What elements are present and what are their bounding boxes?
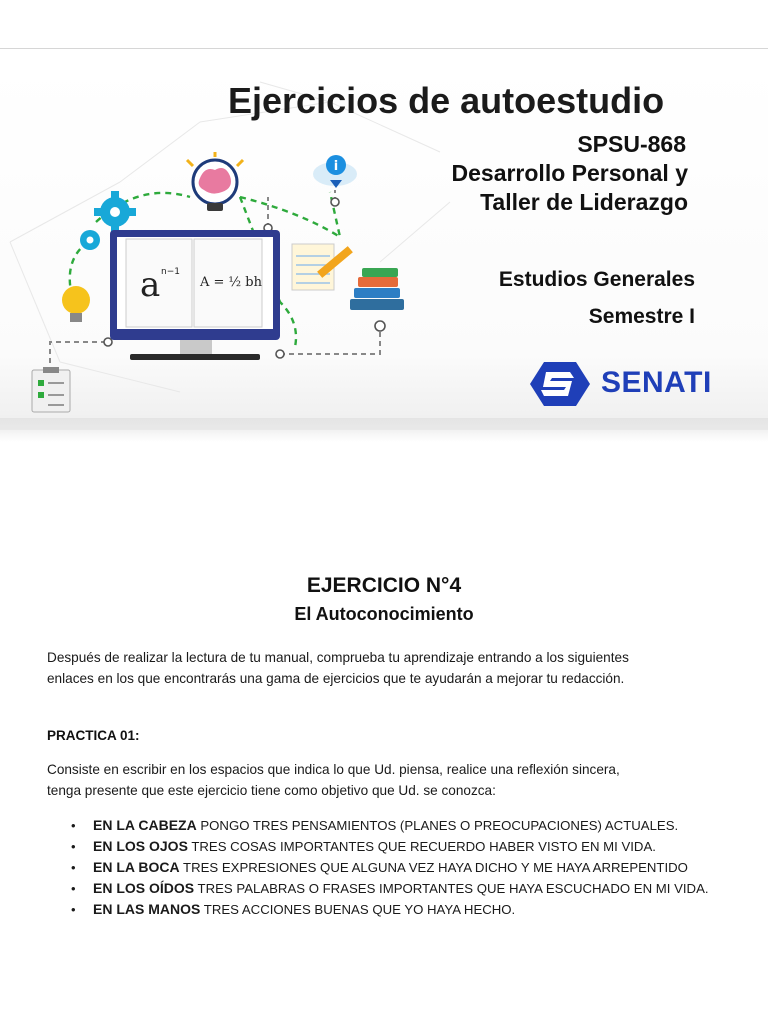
- instruction-list: [47, 815, 727, 920]
- exercise-subheading: El Autoconocimiento: [294, 604, 474, 624]
- list-item: [47, 857, 727, 878]
- list-item-text: TRES EXPRESIONES QUE ALGUNA VEZ HAYA DICHO Y ME HAYA ARREPENTIDO: [179, 860, 688, 875]
- list-item: [47, 878, 727, 899]
- intro-line-2: enlaces en los que encontrarás una gama de ejercicios que te ayudarán a mejorar tu redacción.: [47, 671, 625, 686]
- course-name-line1: Desarrollo Personal y: [451, 160, 688, 186]
- list-item: [47, 815, 727, 836]
- list-item: [47, 899, 727, 920]
- bullet: •: [71, 839, 76, 854]
- list-item-lead: EN LA BOCA: [93, 859, 180, 875]
- list-item-lead: EN LOS OÍDOS: [93, 880, 195, 896]
- bullet: •: [71, 902, 76, 917]
- list-item-text: TRES ACCIONES BUENAS QUE YO HAYA HECHO.: [200, 902, 516, 917]
- practice-label: PRACTICA 01:: [47, 728, 140, 743]
- list-item: [47, 836, 727, 857]
- instruction-line-2: tenga presente que este ejercicio tiene como objetivo que Ud. se conozca:: [47, 783, 496, 798]
- monitor-icon: [110, 230, 280, 360]
- department: Estudios Generales: [498, 268, 695, 291]
- svg-text:i: i: [333, 159, 339, 174]
- bullet: •: [71, 818, 76, 833]
- instruction-line-1: Consiste en escribir en los espacios que indica lo que Ud. piensa, realice una reflexión sincera,: [47, 762, 620, 777]
- top-divider: [0, 48, 768, 49]
- svg-text:A = ½ bh: A = ½ bh: [200, 275, 262, 290]
- intro-paragraph: [47, 647, 727, 689]
- list-item-lead: EN LOS OJOS: [93, 838, 188, 854]
- course-code: SPSU-868: [577, 131, 686, 157]
- bullet: •: [71, 860, 76, 875]
- checklist-icon: [32, 367, 70, 412]
- books-icon: [350, 268, 404, 310]
- intro-line-1: Después de realizar la lectura de tu manual, comprueba tu aprendizaje entrando a los siguientes: [47, 650, 629, 665]
- exercise-heading: EJERCICIO N°4: [306, 574, 462, 597]
- svg-text:a: a: [140, 265, 161, 305]
- course-name-line2: Taller de Liderazgo: [480, 189, 688, 215]
- instruction-paragraph: [47, 759, 727, 801]
- senati-logo-icon: [528, 360, 592, 408]
- list-item-lead: EN LAS MANOS: [93, 901, 201, 917]
- semester: Semestre I: [588, 305, 695, 328]
- list-item-text: TRES PALABRAS O FRASES IMPORTANTES QUE HAYA ESCUCHADO EN MI VIDA.: [194, 881, 709, 896]
- list-item-lead: EN LA CABEZA: [93, 817, 197, 833]
- bullet: •: [71, 881, 76, 896]
- brain-bulb-icon: [187, 152, 243, 211]
- notepad-pencil-icon: [292, 244, 353, 290]
- banner-title: Ejercicios de autoestudio: [228, 80, 665, 121]
- cloud-info-icon: [313, 155, 357, 188]
- senati-logo-text: SENATI: [601, 366, 712, 399]
- svg-text:n−1: n−1: [161, 267, 180, 277]
- list-item-text: TRES COSAS IMPORTANTES QUE RECUERDO HABER VISTO EN MI VIDA.: [187, 839, 656, 854]
- list-item-text: PONGO TRES PENSAMIENTOS (PLANES O PREOCUPACIONES) ACTUALES.: [196, 818, 679, 833]
- lightbulb-icon: [62, 286, 90, 322]
